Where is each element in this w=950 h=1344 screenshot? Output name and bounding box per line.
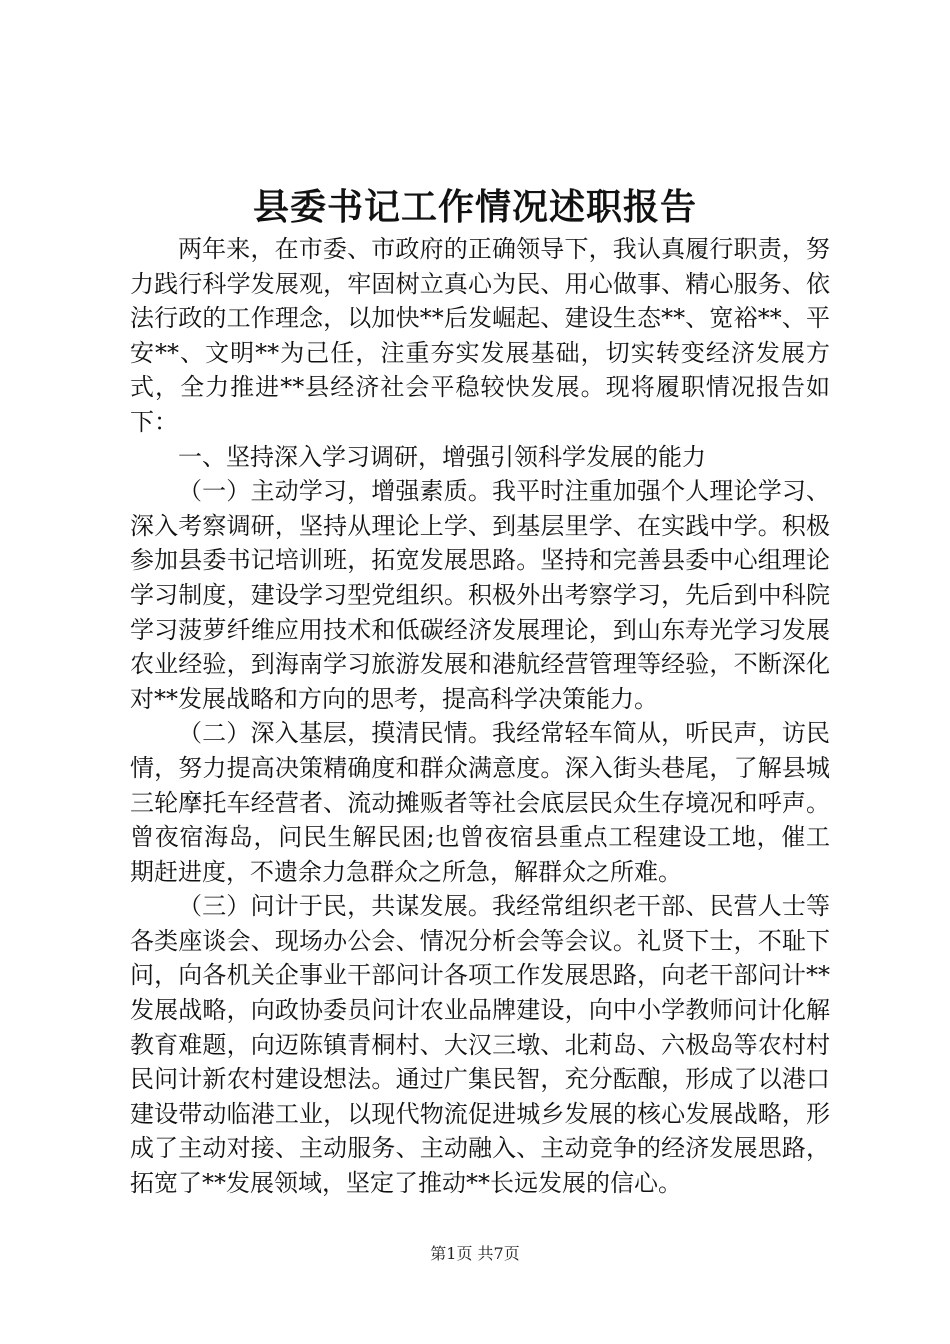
document-title: 县委书记工作情况述职报告	[252, 186, 697, 228]
section-heading-1: 一、坚持深入学习调研，增强引领科学发展的能力	[178, 442, 706, 471]
subsection-paragraph-2: （二）深入基层，摸清民情。我经常轻车简从，听民声，访民情，努力提高决策精确度和群众满意度。深入街头巷尾，了解县城三轮摩托车经营者、流动摊贩者等社会底层民众生存境况和呼声。曾夜宿海岛，问民生解民困;也曾夜宿县重点工程建设工地，催工期赶进度，不遗余力急群众之所急，解群众之所难。	[130, 719, 830, 886]
subsection-paragraph-3: （三）问计于民，共谋发展。我经常组织老干部、民营人士等各类座谈会、现场办公会、情况分析会等会议。礼贤下士，不耻下问，向各机关企事业干部问计各项工作发展思路，向老干部问计**发展战略，向政协委员问计农业品牌建设，向中小学教师问计化解教育难题，向迈陈镇青桐村、大汉三墩、北莉岛、六极岛等农村村民问计新农村建设想法。通过广集民智，充分酝酿，形成了以港口建设带动临港工业，以现代物流促进城乡发展的核心发展战略，形成了主动对接、主动服务、主动融入、主动竞争的经济发展思路，拓宽了**发展领域，坚定了推动**长远发展的信心。	[130, 892, 830, 1198]
intro-paragraph: 两年来，在市委、市政府的正确领导下，我认真履行职责，努力践行科学发展观，牢固树立真心为民、用心做事、精心服务、依法行政的工作理念，以加快**后发崛起、建设生态**、宽裕**、平安**、文明**为己任，注重夯实发展基础，切实转变经济发展方式，全力推进**县经济社会平稳较快发展。现将履职情况报告如下：	[130, 235, 830, 436]
subsection-paragraph-1: （一）主动学习，增强素质。我平时注重加强个人理论学习、深入考察调研，坚持从理论上学、到基层里学、在实践中学。积极参加县委书记培训班，拓宽发展思路。坚持和完善县委中心组理论学习制度，建设学习型党组织。积极外出考察学习，先后到中科院学习菠萝纤维应用技术和低碳经济发展理论，到山东寿光学习发展农业经验，到海南学习旅游发展和港航经营管理等经验，不断深化对**发展战略和方向的思考，提高科学决策能力。	[130, 477, 830, 713]
page-footer: 第1页 共7页	[430, 1244, 520, 1263]
document-body	[130, 232, 830, 1201]
